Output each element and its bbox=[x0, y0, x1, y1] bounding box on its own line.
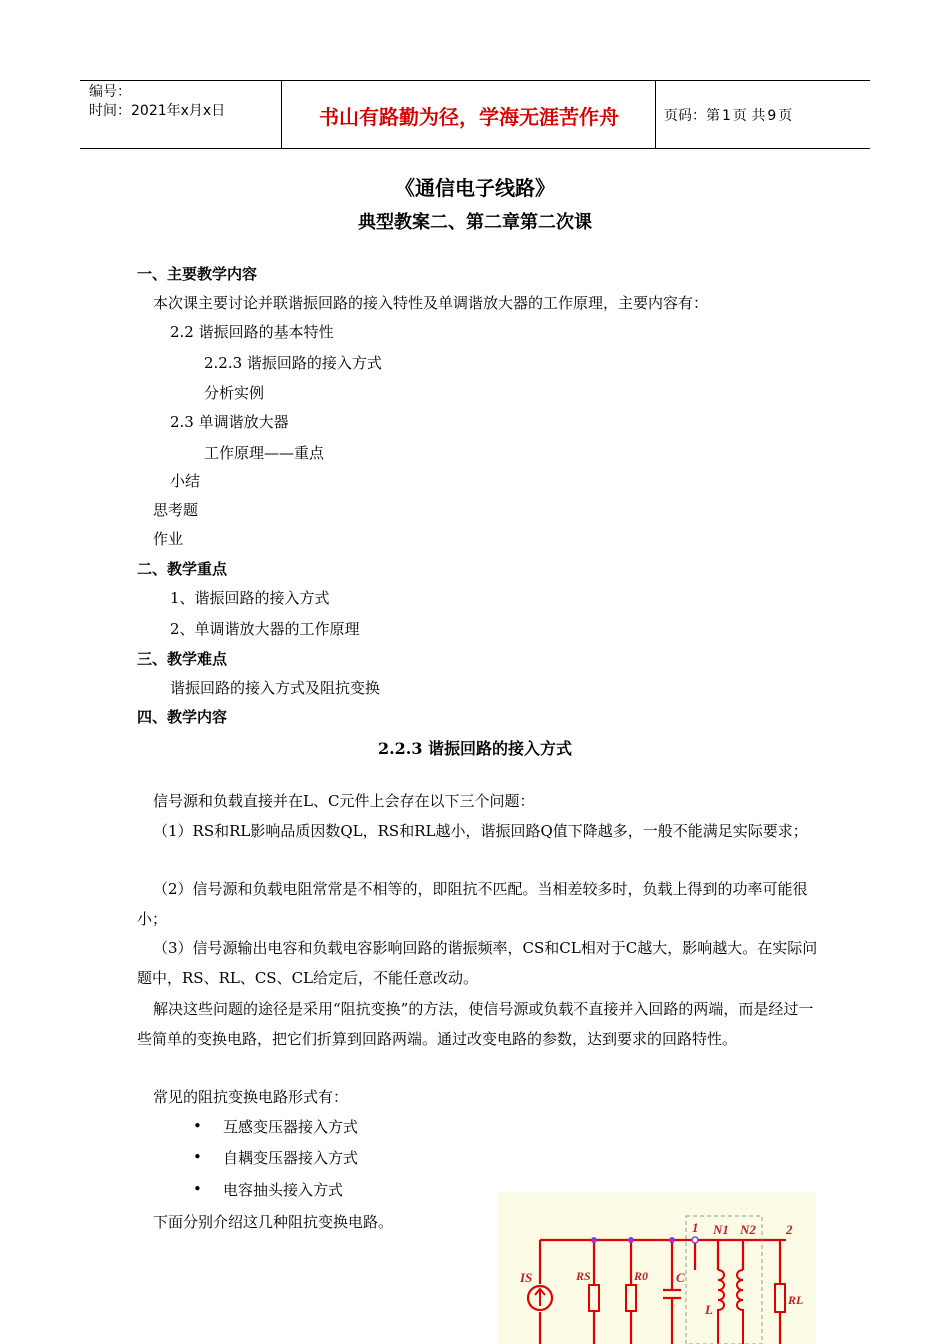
page-current: 1 bbox=[722, 108, 731, 124]
bullet-dot: • bbox=[193, 1148, 202, 1166]
section2-heading: 二、教学重点 bbox=[137, 560, 228, 578]
paragraph: （2）信号源和负载电阻常常是不相等的，即阻抗不匹配。当相差较多时，负载上得到的功率可能很小； bbox=[137, 880, 808, 928]
label-l: L bbox=[705, 1302, 713, 1317]
outline-item: 2.2.3 谐振回路的接入方式 bbox=[204, 354, 382, 372]
outline-item: 作业 bbox=[153, 530, 184, 548]
page-total: 9 bbox=[767, 108, 777, 124]
circuit-diagram bbox=[498, 1192, 816, 1344]
doc-title: 《通信电子线路》 bbox=[395, 176, 555, 200]
label-n1: N1 bbox=[713, 1222, 729, 1237]
header-meta bbox=[89, 83, 225, 121]
section3-heading: 三、教学难点 bbox=[137, 650, 228, 668]
inductor-n1-icon bbox=[718, 1270, 724, 1344]
key-point-item: 1、谐振回路的接入方式 bbox=[170, 589, 330, 607]
header-table bbox=[80, 80, 870, 149]
bullet-item: 电容抽头接入方式 bbox=[223, 1181, 344, 1199]
label-rs: RS bbox=[576, 1269, 591, 1283]
outline-item: 工作原理——重点 bbox=[204, 444, 325, 462]
label-is: IS bbox=[520, 1270, 533, 1285]
paragraph: 解决这些问题的途径是采用“阻抗变换”的方法，使信号源或负载不直接并入回路的两端，而是经过一些简单的变换电路，把它们折算到回路两端。通过改变电路的参数，达到要求的回路特性。 bbox=[137, 1000, 814, 1048]
header-motto: 书山有路勤为径，学海无涯苦作舟 bbox=[319, 105, 619, 129]
bullet-dot: • bbox=[193, 1180, 202, 1198]
bullet-dot: • bbox=[193, 1117, 202, 1135]
outline-item: 2.2 谐振回路的基本特性 bbox=[170, 323, 334, 341]
doc-subtitle: 典型教案二、第二章第二次课 bbox=[358, 212, 592, 233]
page-mid: 页 共 bbox=[732, 108, 766, 124]
outline-item: 思考题 bbox=[153, 501, 199, 519]
section1-intro: 本次课主要讨论并联谐振回路的接入特性及单调谐放大器的工作原理，主要内容有： bbox=[153, 294, 709, 312]
page-indicator bbox=[664, 105, 794, 125]
outline-item: 2.3 单调谐放大器 bbox=[170, 413, 289, 431]
paragraph: 信号源和负载直接并在L、C元件上会存在以下三个问题： bbox=[153, 792, 535, 810]
difficulty-text: 谐振回路的接入方式及阻抗变换 bbox=[170, 679, 381, 697]
label-c: C bbox=[676, 1270, 685, 1285]
capacitor-icon bbox=[663, 1290, 681, 1298]
page-label: 页码：第 bbox=[664, 108, 720, 124]
label-n2: N2 bbox=[740, 1222, 756, 1237]
label-node2: 2 bbox=[786, 1222, 793, 1237]
section4-subheading: 2.2.3 谐振回路的接入方式 bbox=[377, 739, 573, 758]
resistor-rs-icon bbox=[589, 1285, 599, 1311]
paragraph: 下面分别介绍这几种阻抗变换电路。 bbox=[153, 1213, 394, 1231]
resistor-r0-icon bbox=[626, 1285, 636, 1311]
section1-heading: 一、主要教学内容 bbox=[137, 265, 258, 283]
paragraph: （1）RS和RL影响品质因数QL，RS和RL越小，谐振回路Q值下降越多，一般不能满足实际要求； bbox=[153, 822, 808, 840]
page-end: 页 bbox=[778, 108, 793, 124]
label-node1: 1 bbox=[692, 1220, 699, 1235]
doc-time-label: 时间：2021年x月x日 bbox=[89, 103, 226, 119]
paragraph: （3）信号源输出电容和负载电容影响回路的谐振频率，CS和CL相对于C越大，影响越大。在实际问题中，RS、RL、CS、CL给定后，不能任意改动。 bbox=[137, 939, 818, 987]
label-rl: RL bbox=[788, 1293, 804, 1307]
inductor-n2-icon bbox=[737, 1270, 743, 1344]
key-point-item: 2、单调谐放大器的工作原理 bbox=[170, 620, 360, 638]
bullet-item: 互感变压器接入方式 bbox=[223, 1118, 359, 1136]
bullet-item: 自耦变压器接入方式 bbox=[223, 1149, 359, 1167]
circuit-svg bbox=[498, 1192, 816, 1344]
section4-heading: 四、教学内容 bbox=[137, 708, 228, 726]
label-r0: R0 bbox=[634, 1269, 649, 1283]
outline-item: 分析实例 bbox=[204, 384, 265, 402]
outline-item: 小结 bbox=[170, 472, 201, 490]
doc-number-label: 编号： bbox=[89, 84, 131, 100]
resistor-rl-icon bbox=[775, 1284, 785, 1312]
paragraph: 常见的阻抗变换电路形式有： bbox=[153, 1088, 349, 1106]
